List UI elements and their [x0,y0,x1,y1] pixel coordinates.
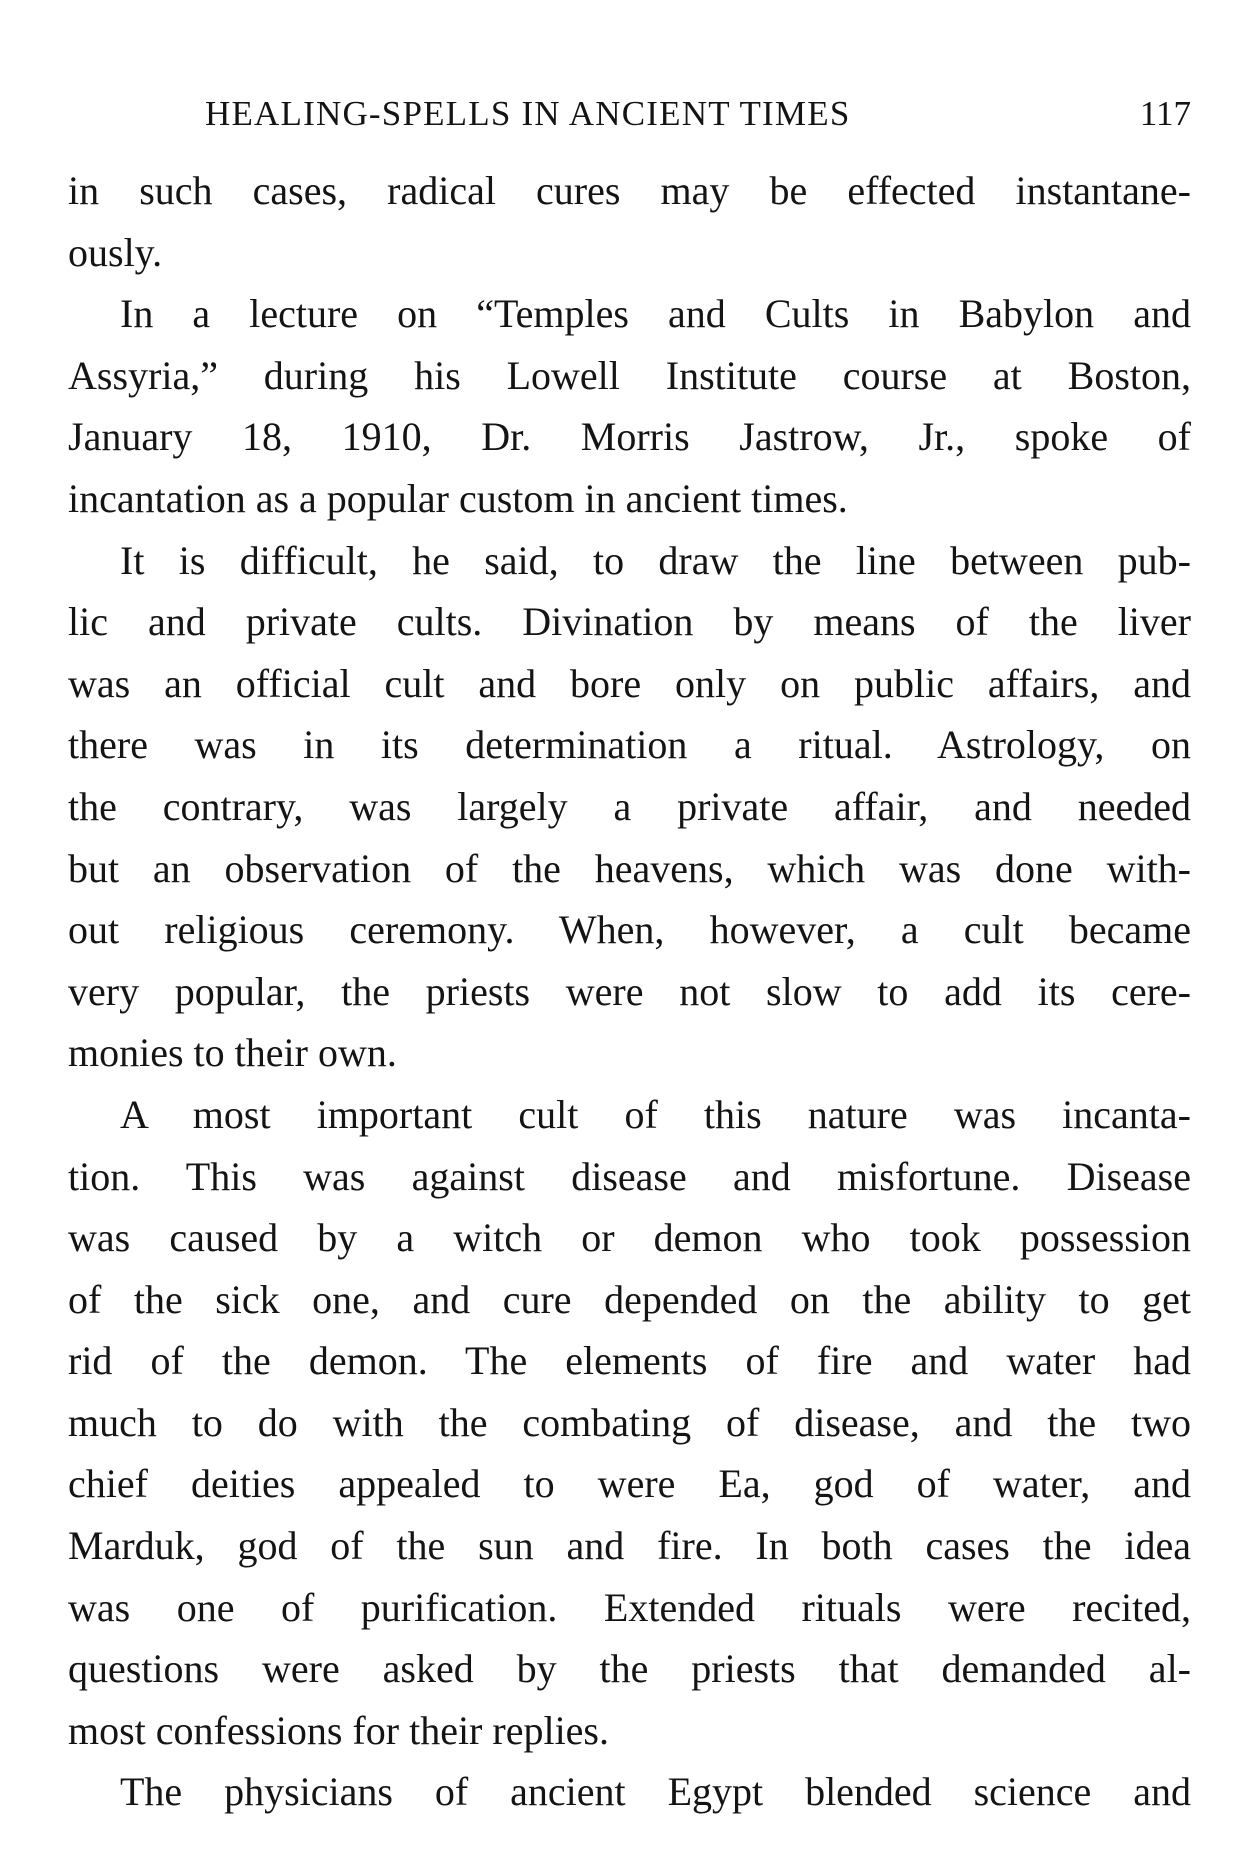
text-line: but an observation of the heavens, which was done with- [68,845,1191,891]
text-line: incantation as a popular custom in ancient times. [68,475,848,521]
text-line: chief deities appealed to were Ea, god of water, and [68,1461,1191,1507]
text-line: Assyria,” during his Lowell Institute course at Boston, [68,352,1191,398]
running-head [205,94,1191,142]
text-line: there was in its determination a ritual. Astrology, on [68,722,1191,768]
text-line: much to do with the combating of disease, and the two [68,1399,1191,1445]
text-line: Marduk, god of the sun and fire. In both cases the idea [68,1523,1191,1569]
text-line: The physicians of ancient Egypt blended science and [120,1769,1191,1815]
text-line: tion. This was against disease and misfortune. Disease [68,1153,1191,1199]
text-line: monies to their own. [68,1030,397,1076]
text-line: of the sick one, and cure depended on the ability to get [68,1276,1191,1322]
text-line: lic and private cults. Divination by means of the liver [68,599,1191,645]
text-line: most confessions for their replies. [68,1707,609,1753]
text-line: rid of the demon. The elements of fire and water had [68,1338,1191,1384]
text-line: January 18, 1910, Dr. Morris Jastrow, Jr., spoke of [68,414,1191,460]
text-line: in such cases, radical cures may be effected instantane- [68,168,1191,213]
text-line: A most important cult of this nature was incanta- [120,1091,1191,1137]
text-line: was one of purification. Extended rituals were recited, [68,1584,1191,1630]
text-line: very popular, the priests were not slow to add its cere- [68,968,1191,1014]
text-line: ously. [68,229,163,275]
text-line: out religious ceremony. When, however, a cult became [68,907,1191,953]
text-line: It is difficult, he said, to draw the line between pub- [120,537,1191,583]
text-line: was an official cult and bore only on public affairs, and [68,660,1191,706]
body-text [68,160,1191,1823]
text-line: was caused by a witch or demon who took possession [68,1215,1191,1261]
running-title: HEALING-SPELLS IN ANCIENT TIMES [205,94,851,133]
text-line: In a lecture on “Temples and Cults in Babylon and [120,291,1191,337]
text-line: questions were asked by the priests that demanded al- [68,1646,1191,1692]
text-line: the contrary, was largely a private affair, and needed [68,783,1191,829]
page-number: 117 [1139,94,1191,133]
